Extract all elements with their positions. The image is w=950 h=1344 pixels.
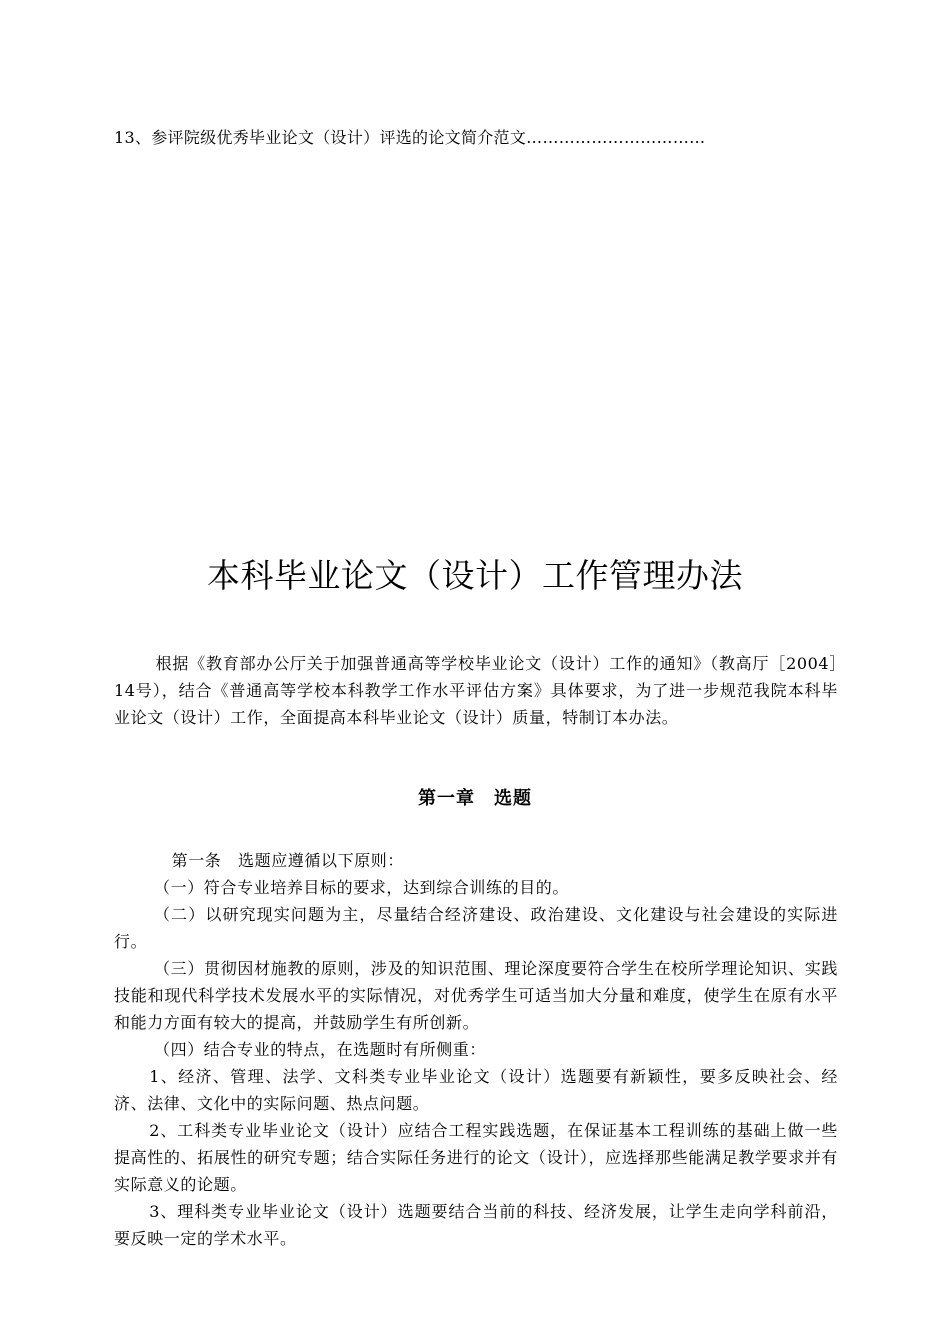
principle-item-2: （二）以研究现实问题为主，尽量结合经济建设、政治建设、文化建设与社会建设的实际进行。 bbox=[114, 905, 838, 951]
chapter-heading: 第一章 选题 bbox=[418, 788, 532, 809]
subitem-2: 2、工科类专业毕业论文（设计）应结合工程实践选题，在保证基本工程训练的基础上做一些提高性的、拓展性的研究专题；结合实际任务进行的论文（设计），应选择那些能满足教学要求并有实际意义的论题。 bbox=[114, 1121, 838, 1194]
intro-paragraph: 根据《教育部办公厅关于加强普通高等学校毕业论文（设计）工作的通知》（教高厅［2004］14号），结合《普通高等学校本科教学工作水平评估方案》具体要求，为了进一步规范我院本科毕业论文（设计）工作，全面提高本科毕业论文（设计）质量，特制订本办法。 bbox=[114, 654, 838, 727]
article-heading: 第一条 选题应遵循以下原则： bbox=[171, 851, 404, 870]
document-title: 本科毕业论文（设计）工作管理办法 bbox=[207, 556, 743, 595]
toc-entry-13: 13、参评院级优秀毕业论文（设计）评选的论文简介范文…………………………… bbox=[114, 128, 706, 147]
article-section bbox=[114, 847, 838, 1252]
principle-item-4: （四）结合专业的特点，在选题时有所侧重： bbox=[154, 1040, 487, 1059]
subitem-1: 1、经济、管理、法学、文科类专业毕业论文（设计）选题要有新颖性，要多反映社会、经济、法律、文化中的实际问题、热点问题。 bbox=[114, 1067, 838, 1113]
intro-section bbox=[114, 650, 838, 731]
principle-item-1: （一）符合专业培养目标的要求，达到综合训练的目的。 bbox=[154, 878, 570, 897]
subitem-3: 3、理科类专业毕业论文（设计）选题要结合当前的科技、经济发展，让学生走向学科前沿，要反映一定的学术水平。 bbox=[114, 1202, 838, 1248]
principle-item-3: （三）贯彻因材施教的原则，涉及的知识范围、理论深度要符合学生在校所学理论知识、实践技能和现代科学技术发展水平的实际情况，对优秀学生可适当加大分量和难度，使学生在原有水平和能力方面有较大的提高，并鼓励学生有所创新。 bbox=[114, 959, 838, 1032]
